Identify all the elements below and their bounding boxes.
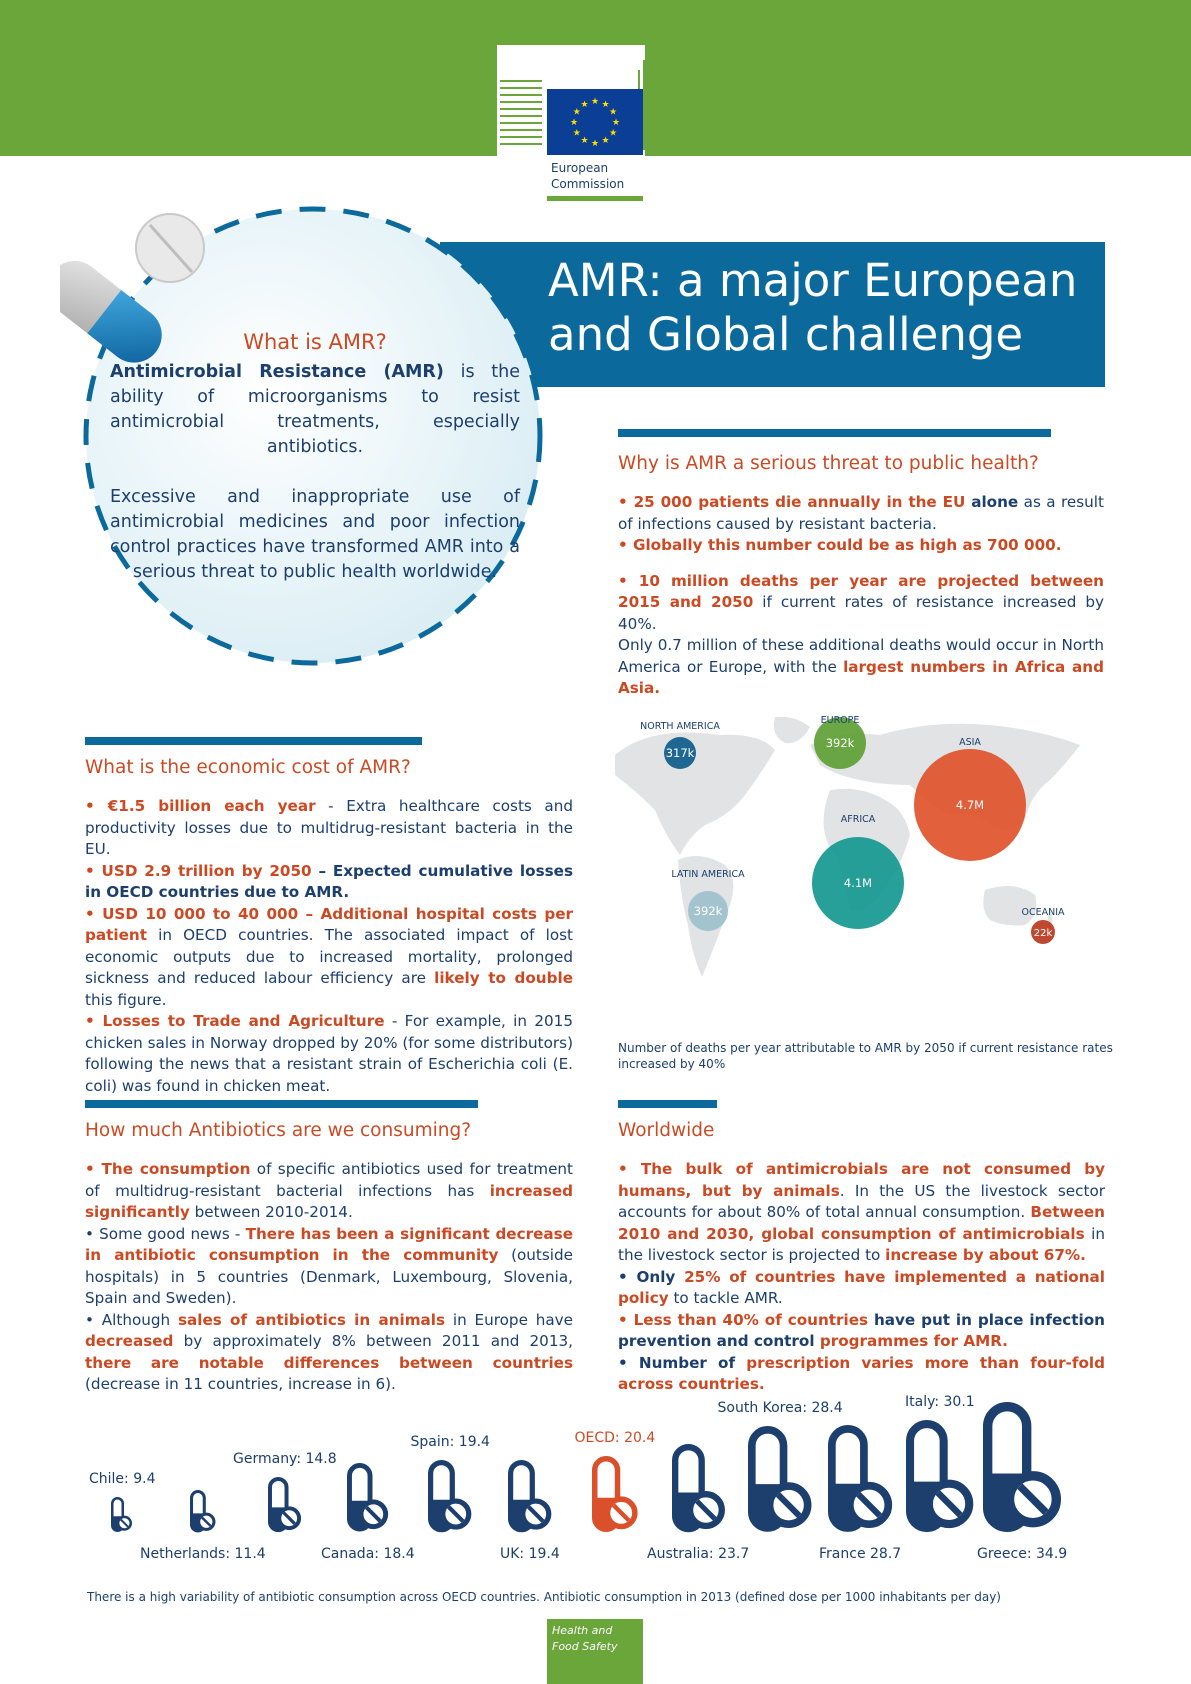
eu-star-icon: ★ — [580, 99, 589, 110]
ww-b4-highlight: prescription varies more than four-fold across countries. — [618, 1353, 1105, 1393]
ab-b1-rest: of specific antibiotics used for treatment of multidrug-resistant bacterial infections has — [85, 1160, 574, 1200]
ec-logo-text — [551, 160, 624, 192]
worldwide-body — [618, 1159, 1105, 1396]
what-is-amr-block — [110, 330, 520, 585]
econ-b1-rest: - Extra healthcare costs and productivity losses due to multidrug-resistant bacteria in the EU. — [85, 797, 573, 858]
ww-b2-bold: • Only — [618, 1267, 685, 1286]
eu-star-icon: ★ — [601, 136, 610, 147]
threat-section-bar — [618, 429, 1051, 437]
econ-b3-highlight2: likely to double — [434, 969, 573, 987]
threat-b4-rest: Only 0.7 million of these additional deaths would occur in North America or Europe, with the — [618, 636, 1104, 676]
ww-b1-highlight2: Between 2010 and 2030, global consumption of antimicrobials — [618, 1203, 1105, 1243]
pill-label: Canada: 18.4 — [321, 1546, 415, 1562]
eu-star-icon: ★ — [601, 99, 610, 110]
eu-star-icon: ★ — [609, 128, 618, 139]
antibiotics-heading: How much Antibiotics are we consuming? — [85, 1120, 472, 1141]
map-region-label: LATIN AMERICA — [671, 869, 745, 880]
map-region-value: 22k — [1033, 928, 1053, 939]
worldwide-heading: Worldwide — [618, 1120, 715, 1141]
amr-definition: is the ability of microorganisms to resist antimicrobial treatments, especially antibiotics. — [110, 362, 521, 457]
pill-bar — [979, 1400, 1065, 1534]
econ-b4-highlight: • Losses to Trade and Agriculture — [85, 1012, 385, 1030]
ww-b1-rest2: in the livestock sector is projected to — [618, 1224, 1105, 1264]
ec-logo-line1: European — [551, 161, 609, 175]
what-is-amr-para2: Excessive and inappropriate use of antimicrobial medicines and poor infection control practices have transformed AMR into a serious threat to public health worldwide. — [110, 487, 520, 582]
ww-b3-bold: have put in place infection prevention and control — [618, 1310, 1105, 1350]
map-region-label: NORTH AMERICA — [640, 721, 720, 732]
ab-b2-rest: • Some good news - — [85, 1224, 246, 1243]
eu-star-icon: ★ — [609, 107, 618, 118]
map-region-label: EUROPE — [820, 715, 860, 726]
map-region-value: 4.1M — [843, 876, 873, 890]
eu-stars-icon — [547, 89, 643, 155]
footer-line2: Food Safety — [552, 1640, 618, 1653]
pill-bar — [588, 1454, 642, 1534]
pill-label: OECD: 20.4 — [574, 1430, 656, 1446]
tablet-icon — [136, 214, 204, 282]
pill-label: South Korea: 28.4 — [717, 1400, 843, 1417]
ec-logo-line2: Commission — [551, 177, 625, 191]
ww-b4-bold: • Number of — [618, 1353, 747, 1372]
pill-bar — [902, 1418, 977, 1534]
page-title-line2: and Global challenge — [548, 308, 1024, 361]
world-map — [610, 715, 1100, 995]
ab-b1-highlight: • The consumption — [85, 1160, 251, 1178]
threat-heading: Why is AMR a serious threat to public health? — [618, 453, 1039, 474]
antibiotic-consumption-chart — [80, 1370, 1120, 1580]
page-title-line1: AMR: a major European — [548, 254, 1078, 307]
pill-label: France 28.7 — [819, 1546, 902, 1562]
econ-b4-rest: - For example, in 2015 chicken sales in Norway dropped by 20% (for some distributors) following the news that a resistant strain of Escherichia coli (E. coli) was found in chicken meat. — [85, 1012, 573, 1095]
pill-bar — [668, 1442, 729, 1534]
pill-label: Greece: 34.9 — [977, 1546, 1068, 1562]
eu-star-icon: ★ — [590, 139, 600, 149]
economic-body — [85, 796, 573, 1097]
amr-term: Antimicrobial Resistance (AMR) — [110, 362, 444, 382]
antibiotics-section-bar — [85, 1100, 478, 1108]
map-region-value: 392k — [693, 904, 723, 918]
pill-bar — [343, 1461, 392, 1534]
eu-star-icon: ★ — [569, 118, 579, 128]
map-region-value: 4.7M — [955, 798, 985, 812]
pill-label: Spain: 19.4 — [410, 1433, 490, 1450]
pill-bar — [424, 1458, 475, 1534]
pill-label: Netherlands: 11.4 — [140, 1546, 266, 1562]
ab-b2-rest2: (outside hospitals) in 5 countries (Denmark, Luxembourg, Slovenia, Spain and Sweden). — [85, 1246, 573, 1307]
ab-b3-rest3: by approximately 8% between 2011 and 2013, — [173, 1332, 573, 1350]
ww-b2-rest: to tackle AMR. — [668, 1289, 783, 1307]
pill-label: Germany: 14.8 — [233, 1450, 337, 1467]
map-region-label: AFRICA — [840, 814, 876, 825]
ww-b1-rest: . In the US the livestock sector accounts for about 80% of total annual consumption. — [618, 1181, 1105, 1221]
threat-b2-highlight: • Globally this number could be as high as 700 000. — [618, 536, 1062, 554]
eu-star-icon: ★ — [572, 107, 581, 118]
econ-b3-rest: in OECD countries. The associated impact of lost economic outputs due to increased mortality, prolonged sickness and reduced labour efficiency are — [85, 926, 573, 987]
pill-bar — [107, 1495, 136, 1534]
pill-bar — [744, 1424, 815, 1534]
map-region-value: 317k — [665, 746, 695, 760]
threat-b1-highlight: • 25 000 patients die annually in the EU — [618, 493, 966, 511]
ab-b3-rest: • Although — [85, 1310, 178, 1329]
threat-b3-rest: if current rates of resistance increased by 40%. — [618, 593, 1104, 633]
ww-b1-highlight: • The bulk of antimicrobials are not consumed by humans, but by animals — [618, 1160, 1105, 1200]
eu-star-icon: ★ — [611, 118, 621, 128]
ab-b1-rest2: between 2010-2014. — [189, 1203, 353, 1221]
map-caption: Number of deaths per year attributable to AMR by 2050 if current resistance rates increased by 40% — [618, 1041, 1113, 1071]
ww-b2-highlight: 25% of countries have implemented a national policy — [618, 1267, 1105, 1307]
eu-flag — [547, 89, 643, 155]
ww-b1-highlight3: increase by about 67%. — [885, 1246, 1086, 1264]
threat-b4-highlight: largest numbers in Africa and Asia. — [618, 657, 1104, 697]
pill-label: UK: 19.4 — [500, 1546, 560, 1562]
worldwide-section-bar — [618, 1100, 717, 1108]
map-region-label: ASIA — [959, 737, 981, 748]
econ-b3-highlight: • USD 10 000 to 40 000 – Additional hospital costs per patient — [85, 904, 573, 944]
econ-b3-rest2: this figure. — [85, 990, 167, 1009]
ab-b3-rest2: in Europe have — [445, 1310, 573, 1329]
what-is-amr-para1 — [110, 360, 520, 460]
econ-b2-bold: – Expected cumulative losses in OECD countries due to AMR. — [85, 861, 573, 901]
eu-star-icon: ★ — [572, 128, 581, 139]
chart-footnote: There is a high variability of antibiotic consumption across OECD countries. Antibiotic consumption in 2013 (defined dose per 1000 inhabitants per day) — [87, 1590, 1001, 1604]
ab-b3-highlight2: decreased — [85, 1332, 174, 1350]
pill-label: Australia: 23.7 — [647, 1546, 750, 1562]
ab-b2-highlight: There has been a significant decrease in antibiotic consumption in the community — [85, 1224, 573, 1264]
threat-body — [618, 492, 1104, 700]
ww-b3-highlight2: programmes for AMR. — [814, 1332, 1008, 1350]
ww-b3-highlight: • Less than 40% of countries — [618, 1310, 869, 1329]
ab-b3-highlight3: there are notable differences between countries — [85, 1353, 573, 1372]
threat-b3-highlight: • 10 million deaths per year are projected between 2015 and 2050 — [618, 571, 1104, 611]
ab-b1-highlight2: increased significantly — [85, 1181, 573, 1221]
pill-label: Chile: 9.4 — [89, 1470, 156, 1487]
eu-star-icon: ★ — [580, 136, 589, 147]
map-region-value: 392k — [825, 736, 855, 750]
threat-b1-rest: as a result of infections caused by resistant bacteria. — [618, 493, 1104, 533]
what-is-amr-heading: What is AMR? — [243, 330, 387, 354]
antibiotics-body — [85, 1159, 573, 1396]
ec-logo-underline — [547, 196, 643, 201]
ab-b3-rest4: (decrease in 11 countries, increase in 6). — [85, 1375, 396, 1393]
pill-bar — [824, 1423, 896, 1534]
pill-bar — [186, 1488, 219, 1534]
ab-b3-highlight: sales of antibiotics in animals — [177, 1310, 446, 1329]
pill-bar — [504, 1458, 555, 1534]
econ-b2-highlight: • USD 2.9 trillion by 2050 — [85, 861, 312, 880]
pill-bar — [264, 1475, 305, 1534]
eu-star-icon: ★ — [590, 97, 600, 107]
economic-section-bar — [85, 737, 422, 745]
econ-b1-highlight: • €1.5 billion each year — [85, 797, 316, 815]
economic-heading: What is the economic cost of AMR? — [85, 757, 411, 778]
pill-label: Italy: 30.1 — [905, 1393, 975, 1410]
footer-line1: Health and — [552, 1624, 613, 1637]
map-region-label: OCEANIA — [1021, 907, 1065, 918]
health-food-safety-badge — [547, 1619, 643, 1684]
page-title — [548, 254, 1098, 362]
threat-b1-bold: alone — [965, 493, 1019, 511]
